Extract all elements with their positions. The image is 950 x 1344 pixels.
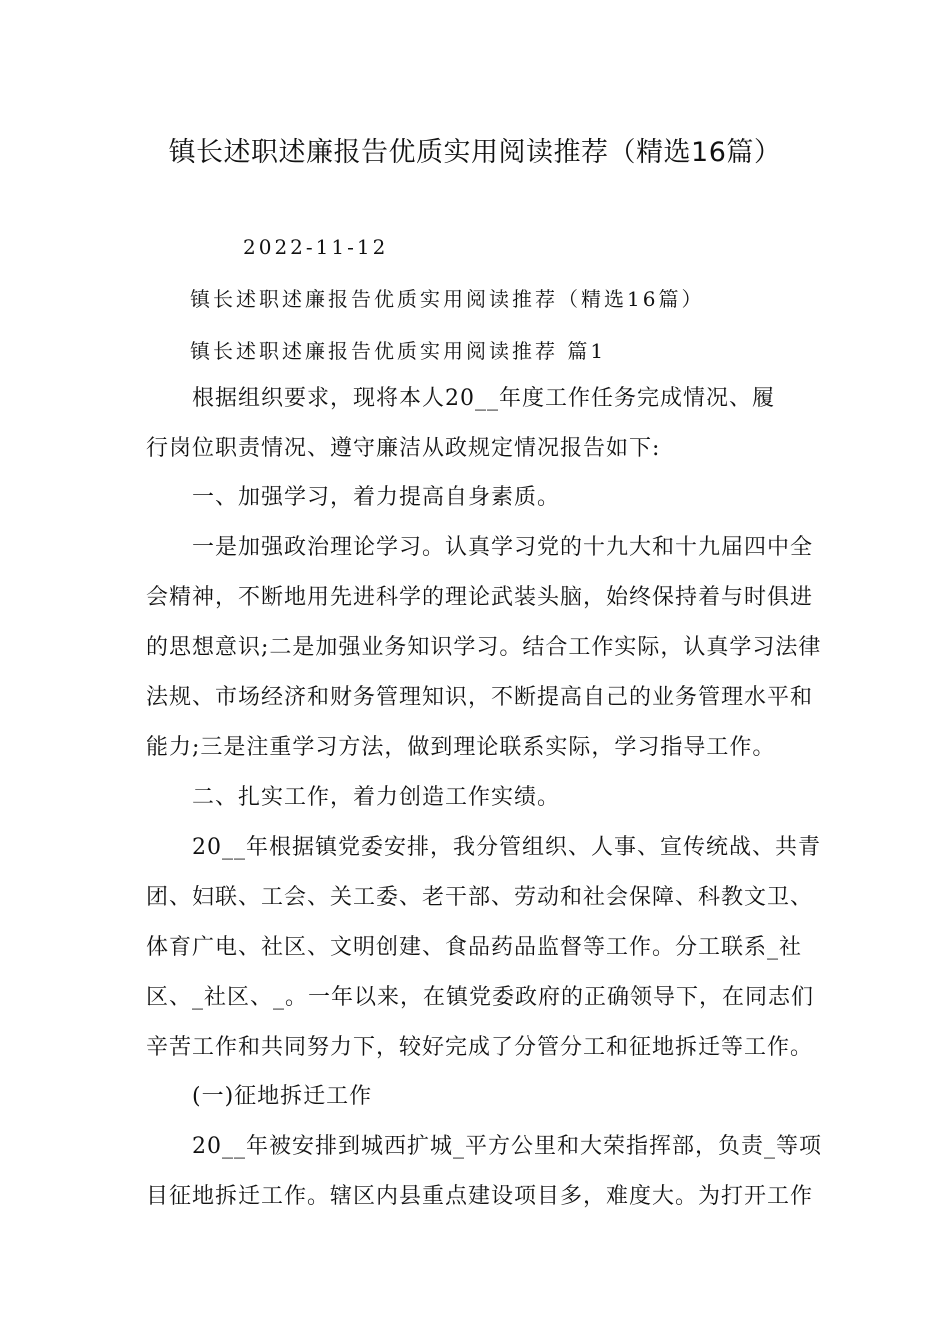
- publish-date: 2022-11-12: [243, 235, 389, 259]
- body-line: 区、_社区、_。一年以来，在镇党委政府的正确领导下，在同志们: [146, 985, 815, 1010]
- body-line: 一是加强政治理论学习。认真学习党的十九大和十九届四中全: [146, 535, 814, 560]
- body-line: 目征地拆迁工作。辖区内县重点建设项目多，难度大。为打开工作: [146, 1184, 814, 1209]
- body-line: 法规、市场经济和财务管理知识，不断提高自己的业务管理水平和: [146, 685, 814, 710]
- body-line: 的思想意识;二是加强业务知识学习。结合工作实际，认真学习法律: [146, 635, 822, 660]
- body-line: 20__年被安排到城西扩城_平方公里和大荣指挥部，负责_等项: [146, 1134, 822, 1159]
- body-line: 会精神，不断地用先进科学的理论武装头脑，始终保持着与时俱进: [146, 585, 814, 610]
- subtitle: 镇长述职述廉报告优质实用阅读推荐（精选16篇）: [190, 287, 705, 311]
- body-line: 根据组织要求，现将本人20__年度工作任务完成情况、履: [146, 386, 775, 411]
- body-line: 辛苦工作和共同努力下，较好完成了分管分工和征地拆迁等工作。: [146, 1035, 814, 1060]
- body-line: 团、妇联、工会、关工委、老干部、劳动和社会保障、科教文卫、: [146, 885, 814, 910]
- document-title: 镇长述职述廉报告优质实用阅读推荐（精选16篇）: [168, 137, 782, 168]
- body-line: 能力;三是注重学习方法，做到理论联系实际，学习指导工作。: [146, 735, 776, 760]
- body-line: 体育广电、社区、文明创建、食品药品监督等工作。分工联系_社: [146, 935, 803, 960]
- body-line: (一)征地拆迁工作: [146, 1084, 373, 1109]
- body-line: 行岗位职责情况、遵守廉洁从政规定情况报告如下:: [146, 436, 661, 461]
- body-line: 20__年根据镇党委安排，我分管组织、人事、宣传统战、共青: [146, 835, 821, 860]
- body-line: 二、扎实工作，着力创造工作实绩。: [146, 785, 561, 810]
- article-heading: 镇长述职述廉报告优质实用阅读推荐 篇1: [190, 339, 607, 363]
- body-line: 一、加强学习，着力提高自身素质。: [146, 485, 561, 510]
